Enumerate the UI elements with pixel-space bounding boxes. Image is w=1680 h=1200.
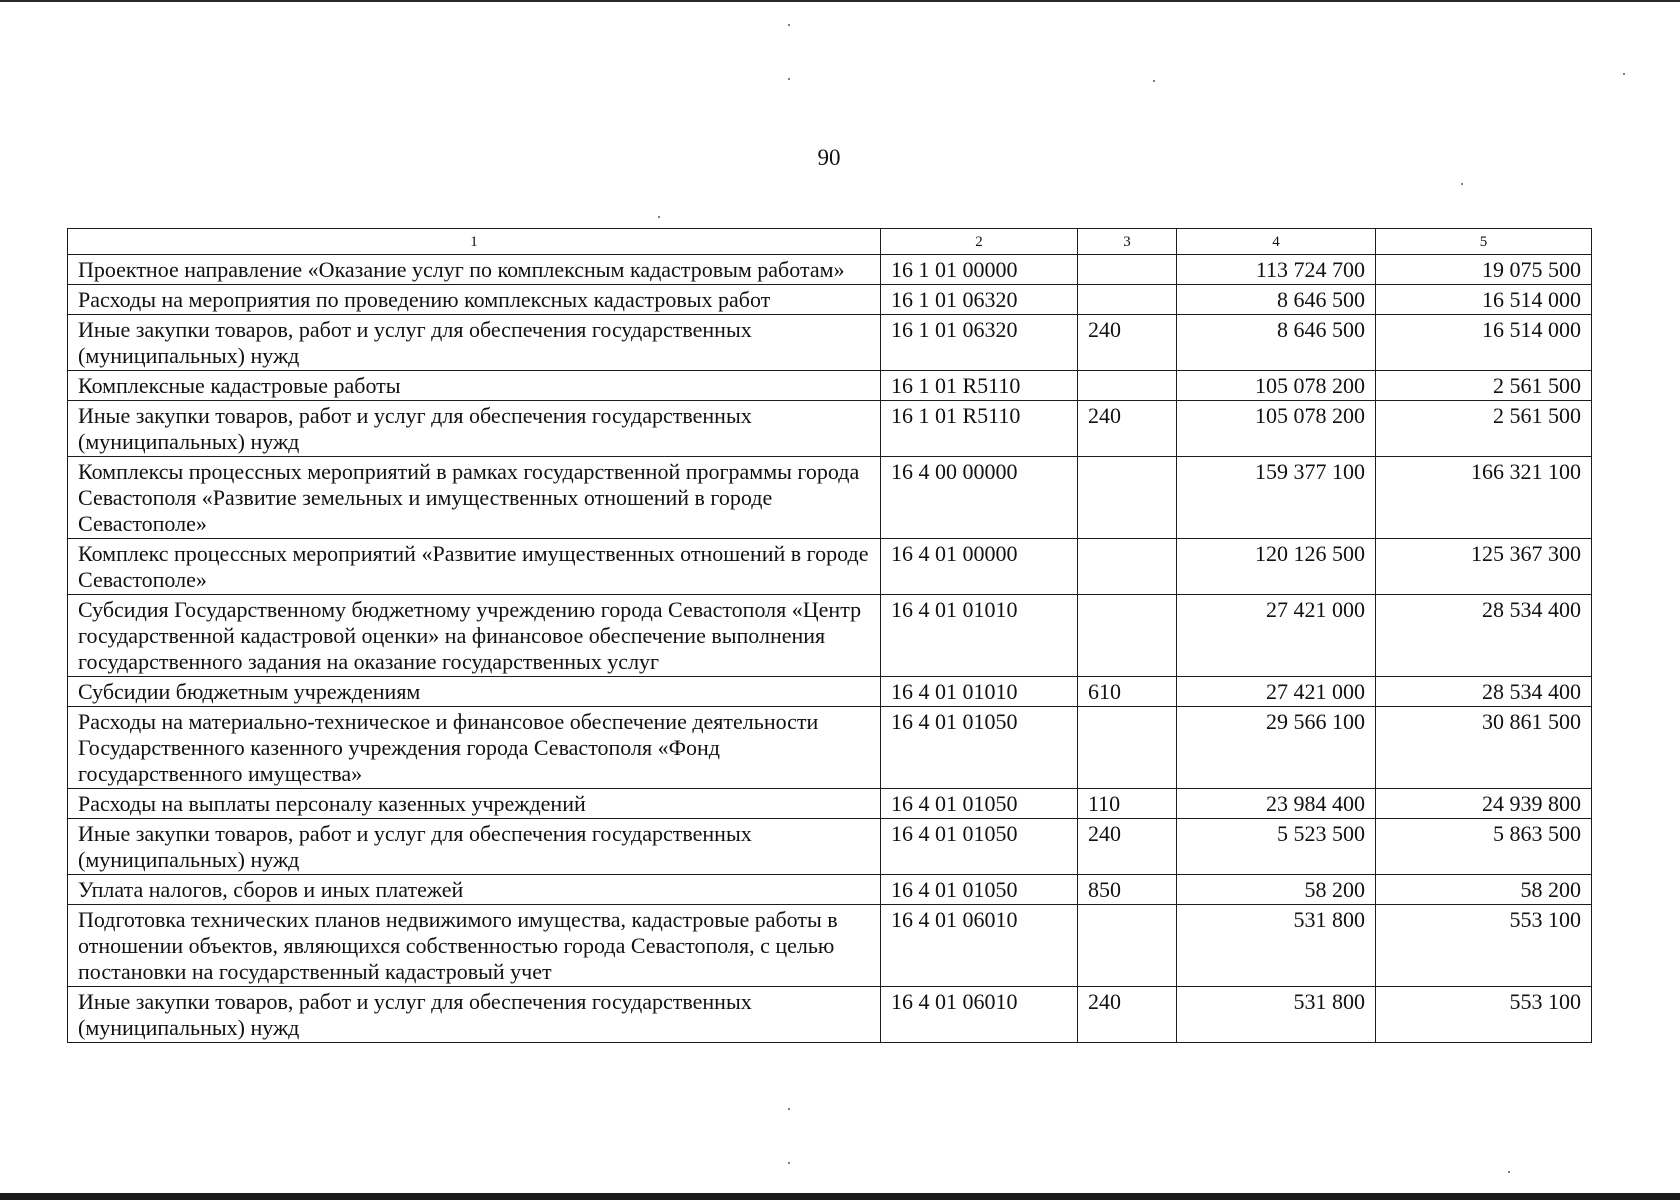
amount-column-4: 531 800 bbox=[1177, 905, 1376, 987]
table-row bbox=[68, 371, 1592, 401]
amount-column-5: 28 534 400 bbox=[1376, 677, 1592, 707]
expense-type-code: 110 bbox=[1078, 789, 1177, 819]
expense-name: Субсидия Государственному бюджетному учреждению города Севастополя «Центр государственной кадастровой оценки» на финансовое обеспечение выполнения государственного задания на оказание государственных услуг bbox=[68, 595, 881, 677]
target-article-code: 16 4 01 06010 bbox=[881, 905, 1078, 987]
target-article-code: 16 4 01 06010 bbox=[881, 987, 1078, 1043]
table-row bbox=[68, 401, 1592, 457]
scan-speck bbox=[658, 216, 660, 218]
amount-column-4: 27 421 000 bbox=[1177, 677, 1376, 707]
amount-column-4: 120 126 500 bbox=[1177, 539, 1376, 595]
expense-name: Иные закупки товаров, работ и услуг для обеспечения государственных (муниципальных) нужд bbox=[68, 987, 881, 1043]
expense-type-code bbox=[1078, 255, 1177, 285]
expense-name: Комплексные кадастровые работы bbox=[68, 371, 881, 401]
expense-name: Комплексы процессных мероприятий в рамках государственной программы города Севастополя «Развитие земельных и имущественных отношений в городе Севастополе» bbox=[68, 457, 881, 539]
amount-column-5: 166 321 100 bbox=[1376, 457, 1592, 539]
expense-type-code: 240 bbox=[1078, 819, 1177, 875]
amount-column-5: 553 100 bbox=[1376, 987, 1592, 1043]
target-article-code: 16 1 01 R5110 bbox=[881, 371, 1078, 401]
target-article-code: 16 4 01 01050 bbox=[881, 707, 1078, 789]
table-row bbox=[68, 819, 1592, 875]
target-article-code: 16 1 01 06320 bbox=[881, 315, 1078, 371]
amount-column-5: 30 861 500 bbox=[1376, 707, 1592, 789]
expense-name: Субсидии бюджетным учреждениям bbox=[68, 677, 881, 707]
scan-speck bbox=[1461, 183, 1463, 185]
amount-column-4: 105 078 200 bbox=[1177, 401, 1376, 457]
amount-column-5: 58 200 bbox=[1376, 875, 1592, 905]
amount-column-4: 113 724 700 bbox=[1177, 255, 1376, 285]
expense-type-code bbox=[1078, 371, 1177, 401]
amount-column-4: 23 984 400 bbox=[1177, 789, 1376, 819]
table-row bbox=[68, 457, 1592, 539]
expense-name: Иные закупки товаров, работ и услуг для обеспечения государственных (муниципальных) нужд bbox=[68, 401, 881, 457]
expense-name: Расходы на материально-техническое и финансовое обеспечение деятельности Государственного казенного учреждения города Севастополя «Фонд государственного имущества» bbox=[68, 707, 881, 789]
table-header-row bbox=[68, 229, 1592, 255]
amount-column-4: 531 800 bbox=[1177, 987, 1376, 1043]
target-article-code: 16 4 00 00000 bbox=[881, 457, 1078, 539]
expense-type-code bbox=[1078, 707, 1177, 789]
budget-table bbox=[67, 228, 1592, 1043]
target-article-code: 16 4 01 01050 bbox=[881, 819, 1078, 875]
amount-column-4: 27 421 000 bbox=[1177, 595, 1376, 677]
amount-column-5: 16 514 000 bbox=[1376, 315, 1592, 371]
amount-column-5: 28 534 400 bbox=[1376, 595, 1592, 677]
amount-column-5: 5 863 500 bbox=[1376, 819, 1592, 875]
table-row bbox=[68, 905, 1592, 987]
target-article-code: 16 4 01 01010 bbox=[881, 595, 1078, 677]
amount-column-5: 2 561 500 bbox=[1376, 401, 1592, 457]
table-row bbox=[68, 677, 1592, 707]
amount-column-4: 58 200 bbox=[1177, 875, 1376, 905]
table-row bbox=[68, 595, 1592, 677]
target-article-code: 16 4 01 00000 bbox=[881, 539, 1078, 595]
page-border-top bbox=[0, 0, 1680, 2]
expense-name: Расходы на выплаты персоналу казенных учреждений bbox=[68, 789, 881, 819]
column-header-2: 2 bbox=[881, 229, 1078, 255]
table-row bbox=[68, 539, 1592, 595]
table-row bbox=[68, 255, 1592, 285]
expense-name: Комплекс процессных мероприятий «Развитие имущественных отношений в городе Севастополе» bbox=[68, 539, 881, 595]
target-article-code: 16 1 01 R5110 bbox=[881, 401, 1078, 457]
amount-column-5: 553 100 bbox=[1376, 905, 1592, 987]
column-header-4: 4 bbox=[1177, 229, 1376, 255]
expense-type-code bbox=[1078, 595, 1177, 677]
amount-column-4: 8 646 500 bbox=[1177, 285, 1376, 315]
table-row bbox=[68, 875, 1592, 905]
scan-speck bbox=[788, 1162, 790, 1164]
amount-column-5: 16 514 000 bbox=[1376, 285, 1592, 315]
expense-type-code: 240 bbox=[1078, 987, 1177, 1043]
column-header-1: 1 bbox=[68, 229, 881, 255]
amount-column-5: 2 561 500 bbox=[1376, 371, 1592, 401]
table-row bbox=[68, 315, 1592, 371]
expense-name: Расходы на мероприятия по проведению комплексных кадастровых работ bbox=[68, 285, 881, 315]
expense-name: Иные закупки товаров, работ и услуг для обеспечения государственных (муниципальных) нужд bbox=[68, 315, 881, 371]
scan-speck bbox=[1623, 73, 1625, 75]
expense-type-code: 240 bbox=[1078, 315, 1177, 371]
table-row bbox=[68, 285, 1592, 315]
expense-name: Проектное направление «Оказание услуг по комплексным кадастровым работам» bbox=[68, 255, 881, 285]
expense-type-code bbox=[1078, 905, 1177, 987]
target-article-code: 16 4 01 01010 bbox=[881, 677, 1078, 707]
expense-type-code: 610 bbox=[1078, 677, 1177, 707]
expense-type-code: 240 bbox=[1078, 401, 1177, 457]
page-border-bottom bbox=[0, 1193, 1680, 1200]
amount-column-4: 105 078 200 bbox=[1177, 371, 1376, 401]
target-article-code: 16 4 01 01050 bbox=[881, 875, 1078, 905]
scan-speck bbox=[1153, 80, 1155, 82]
table-row bbox=[68, 987, 1592, 1043]
amount-column-4: 8 646 500 bbox=[1177, 315, 1376, 371]
amount-column-4: 159 377 100 bbox=[1177, 457, 1376, 539]
table-row bbox=[68, 707, 1592, 789]
table-row bbox=[68, 789, 1592, 819]
column-header-5: 5 bbox=[1376, 229, 1592, 255]
page-number: 90 bbox=[817, 145, 841, 170]
scan-speck bbox=[788, 78, 790, 80]
expense-name: Уплата налогов, сборов и иных платежей bbox=[68, 875, 881, 905]
target-article-code: 16 4 01 01050 bbox=[881, 789, 1078, 819]
expense-type-code: 850 bbox=[1078, 875, 1177, 905]
expense-name: Подготовка технических планов недвижимого имущества, кадастровые работы в отношении объектов, являющихся собственностью города Севастополя, с целью постановки на государственный кадастровый учет bbox=[68, 905, 881, 987]
target-article-code: 16 1 01 06320 bbox=[881, 285, 1078, 315]
expense-type-code bbox=[1078, 457, 1177, 539]
expense-type-code bbox=[1078, 285, 1177, 315]
column-header-3: 3 bbox=[1078, 229, 1177, 255]
amount-column-4: 5 523 500 bbox=[1177, 819, 1376, 875]
amount-column-4: 29 566 100 bbox=[1177, 707, 1376, 789]
expense-type-code bbox=[1078, 539, 1177, 595]
amount-column-5: 19 075 500 bbox=[1376, 255, 1592, 285]
expense-name: Иные закупки товаров, работ и услуг для обеспечения государственных (муниципальных) нужд bbox=[68, 819, 881, 875]
amount-column-5: 125 367 300 bbox=[1376, 539, 1592, 595]
scan-speck bbox=[788, 24, 790, 26]
amount-column-5: 24 939 800 bbox=[1376, 789, 1592, 819]
scan-speck bbox=[788, 1108, 790, 1110]
scan-speck bbox=[1508, 1171, 1510, 1173]
target-article-code: 16 1 01 00000 bbox=[881, 255, 1078, 285]
